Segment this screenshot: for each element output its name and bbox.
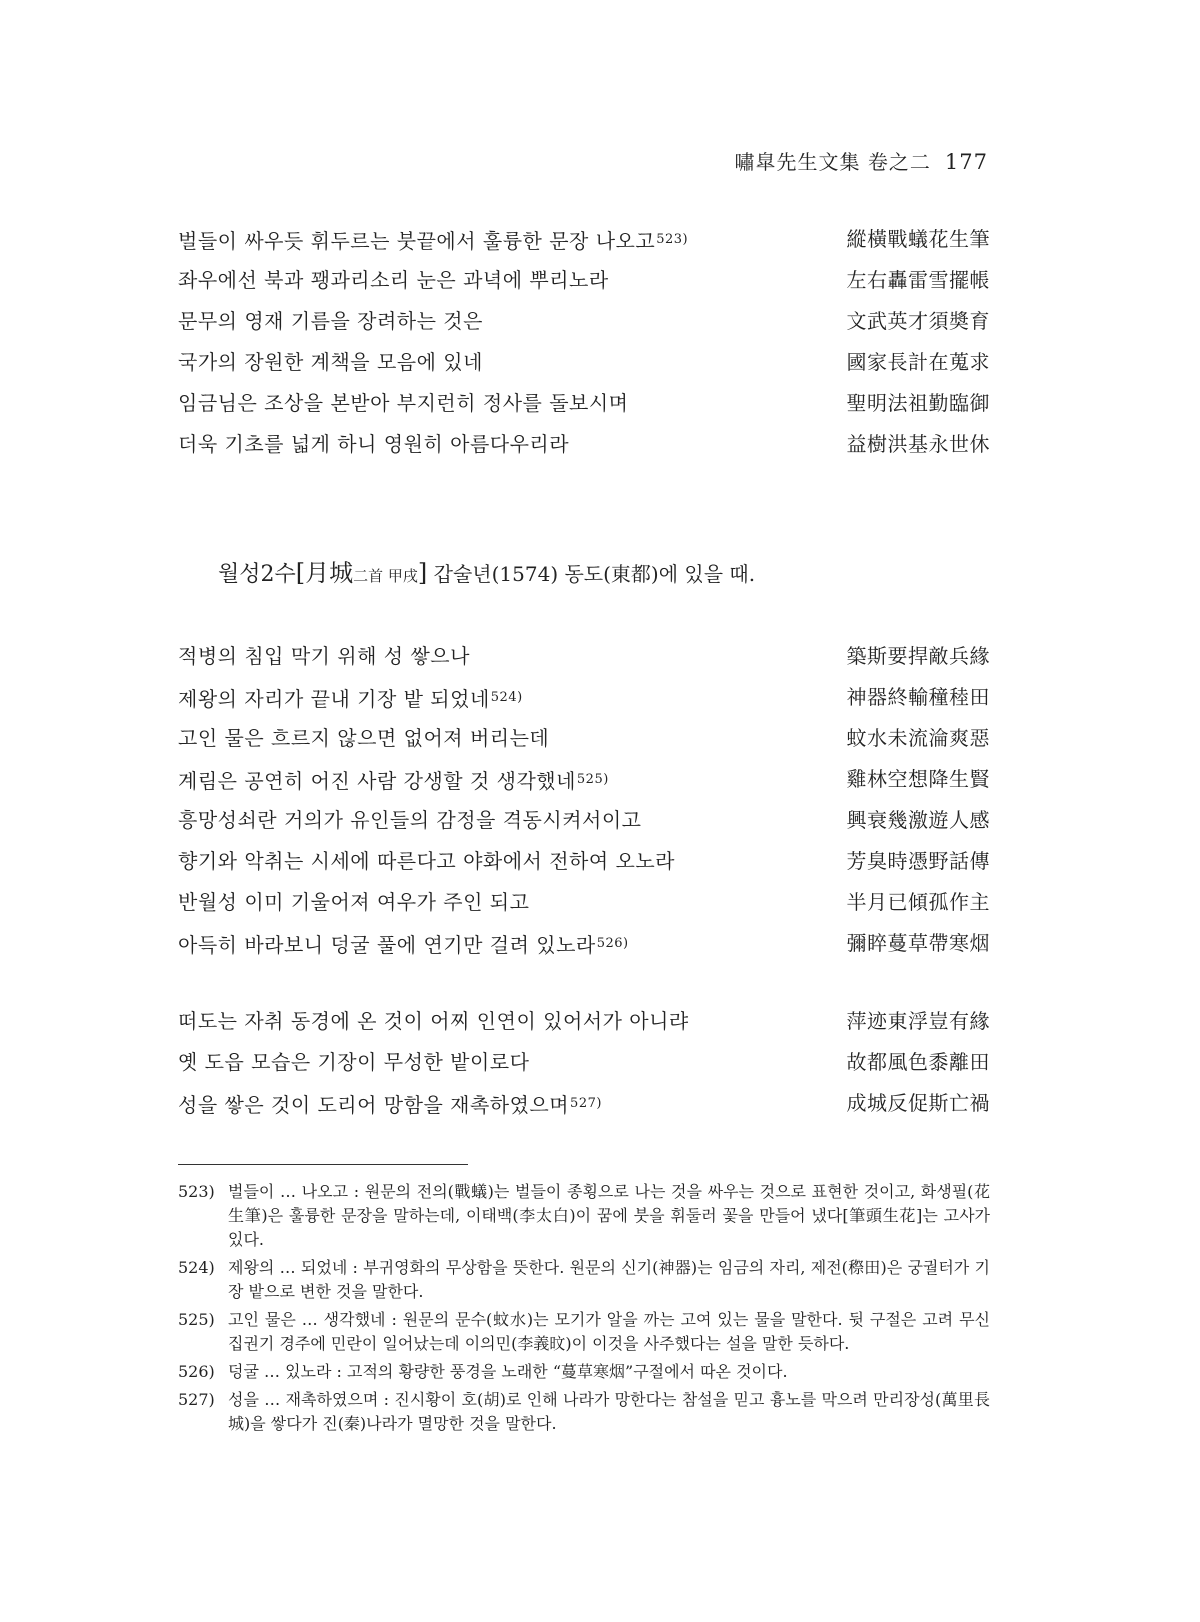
korean-text: 적병의 침입 막기 위해 성 쌓으나 bbox=[178, 644, 470, 668]
poem-line-korean bbox=[178, 923, 629, 966]
section-title bbox=[218, 553, 755, 588]
poem-line-korean bbox=[178, 841, 675, 882]
poem-line bbox=[178, 759, 990, 800]
page-number: 177 bbox=[944, 150, 988, 174]
korean-text: 더욱 기초를 넓게 하니 영원히 아름다우리라 bbox=[178, 432, 570, 456]
poem-line bbox=[178, 383, 990, 424]
poem-line bbox=[178, 301, 990, 342]
korean-text: 고인 물은 흐르지 않으면 없어져 버리는데 bbox=[178, 726, 550, 750]
poem-line-korean bbox=[178, 1042, 529, 1083]
poem-line-korean bbox=[178, 383, 629, 424]
title-bracket-close: ] bbox=[417, 559, 428, 587]
footnote-number: 526) bbox=[178, 1362, 215, 1381]
poem-line-korean bbox=[178, 219, 688, 262]
footnote-ref: 524) bbox=[490, 690, 523, 705]
poem-third bbox=[178, 1001, 990, 1124]
poem-second bbox=[178, 636, 990, 964]
title-chinese: 月城 bbox=[305, 559, 354, 587]
poem-line bbox=[178, 923, 990, 964]
poem-line-korean bbox=[178, 260, 609, 301]
poem-line bbox=[178, 1042, 990, 1083]
footnote-text: 덩굴 … 있노라 : 고적의 황량한 풍경을 노래한 “蔓草寒烟”구절에서 따온 것이다. bbox=[228, 1362, 788, 1381]
poem-line-chinese: 築斯要捍敵兵緣 bbox=[846, 644, 990, 668]
poem-line-korean bbox=[178, 424, 569, 465]
poem-line bbox=[178, 718, 990, 759]
footnote bbox=[178, 1180, 990, 1252]
poem-line-korean bbox=[178, 1001, 689, 1042]
korean-text: 아득히 바라보니 덩굴 풀에 연기만 걸려 있노라 bbox=[178, 933, 596, 957]
poem-line bbox=[178, 800, 990, 841]
footnotes bbox=[178, 1180, 990, 1440]
footnote-ref: 525) bbox=[576, 772, 609, 787]
korean-text: 국가의 장원한 계책을 모음에 있네 bbox=[178, 350, 483, 374]
korean-text: 향기와 악취는 시세에 따른다고 야화에서 전하여 오노라 bbox=[178, 849, 676, 873]
poem-line bbox=[178, 841, 990, 882]
footnote bbox=[178, 1256, 990, 1304]
poem-line-chinese: 半月已傾孤作主 bbox=[846, 890, 990, 914]
title-chinese-sub: 二首 甲戌 bbox=[353, 567, 418, 585]
footnote-number: 525) bbox=[178, 1310, 215, 1329]
korean-text: 좌우에선 북과 꽹과리소리 눈은 과녁에 뿌리노라 bbox=[178, 268, 609, 292]
title-bracket-open: [ bbox=[295, 559, 306, 587]
footnote-ref: 523) bbox=[656, 232, 689, 247]
poem-line-chinese: 縱橫戰蟻花生筆 bbox=[846, 227, 990, 251]
poem-line-korean bbox=[178, 342, 483, 383]
korean-text: 계림은 공연히 어진 사람 강생할 것 생각했네 bbox=[178, 769, 576, 793]
korean-text: 흥망성쇠란 거의가 유인들의 감정을 격동시켜서이고 bbox=[178, 808, 642, 832]
poem-line-chinese: 興衰幾激遊人感 bbox=[846, 808, 990, 832]
poem-line bbox=[178, 1083, 990, 1124]
title-description: 갑술년(1574) 동도(東都)에 있을 때. bbox=[433, 562, 756, 586]
poem-line-korean bbox=[178, 636, 470, 677]
korean-text: 벌들이 싸우듯 휘두르는 붓끝에서 훌륭한 문장 나오고 bbox=[178, 229, 656, 253]
poem-line-chinese: 雞林空想降生賢 bbox=[846, 767, 990, 791]
running-header bbox=[735, 146, 988, 175]
footnote-text: 벌들이 … 나오고 : 원문의 전의(戰蟻)는 벌들이 종횡으로 나는 것을 싸우는 것으로 표현한 것이고, 화생필(花生筆)은 훌륭한 문장을 말하는데, 이태백(李太白)이 꿈에 붓을 휘둘러 꽃을 만들어 냈다[筆頭生花]는 고사가 있다. bbox=[228, 1182, 990, 1249]
poem-line-korean bbox=[178, 718, 549, 759]
korean-text: 성을 쌓은 것이 도리어 망함을 재촉하였으며 bbox=[178, 1093, 570, 1117]
poem-line-korean bbox=[178, 882, 529, 923]
footnote-text: 성을 … 재촉하였으며 : 진시황이 호(胡)로 인해 나라가 망한다는 참설을 믿고 흉노를 막으려 만리장성(萬里長城)을 쌓다가 진(秦)나라가 멸망한 것을 말한다. bbox=[228, 1390, 990, 1433]
korean-text: 제왕의 자리가 끝내 기장 밭 되었네 bbox=[178, 687, 490, 711]
poem-line-chinese: 聖明法祖勤臨御 bbox=[846, 391, 990, 415]
poem-line-chinese: 左右轟雷雪擺帳 bbox=[846, 268, 990, 292]
poem-line-chinese: 萍迹東浮豈有緣 bbox=[846, 1009, 990, 1033]
poem-line bbox=[178, 219, 990, 260]
poem-line-korean bbox=[178, 759, 609, 802]
footnote bbox=[178, 1308, 990, 1356]
korean-text: 반월성 이미 기울어져 여우가 주인 되고 bbox=[178, 890, 530, 914]
poem-line-chinese: 益樹洪基永世休 bbox=[846, 432, 990, 456]
korean-text: 임금님은 조상을 본받아 부지런히 정사를 돌보시며 bbox=[178, 391, 629, 415]
poem-line bbox=[178, 1001, 990, 1042]
footnote-ref: 526) bbox=[596, 936, 629, 951]
title-korean: 월성2수 bbox=[218, 562, 296, 587]
footnote-number: 523) bbox=[178, 1182, 215, 1201]
footnote-divider bbox=[178, 1164, 468, 1165]
poem-first bbox=[178, 219, 990, 465]
footnote-text: 제왕의 … 되었네 : 부귀영화의 무상함을 뜻한다. 원문의 신기(神器)는 임금의 자리, 제전(穄田)은 궁궐터가 기장 밭으로 변한 것을 말한다. bbox=[228, 1258, 990, 1301]
poem-line-chinese: 彌睟蔓草帶寒烟 bbox=[846, 931, 990, 955]
poem-line-chinese: 成城反促斯亡禍 bbox=[846, 1091, 990, 1115]
poem-line bbox=[178, 636, 990, 677]
poem-line-korean bbox=[178, 301, 483, 342]
footnote-number: 527) bbox=[178, 1390, 215, 1409]
book-title: 嘯皐先生文集 卷之二 bbox=[734, 150, 931, 174]
poem-line-chinese: 芳臭時憑野話傳 bbox=[846, 849, 990, 873]
footnote bbox=[178, 1360, 990, 1384]
footnote-number: 524) bbox=[178, 1258, 215, 1277]
footnote-text: 고인 물은 … 생각했네 : 원문의 문수(蚊水)는 모기가 알을 까는 고여 있는 물을 말한다. 뒷 구절은 고려 무신 집권기 경주에 민란이 일어났는데 이의민(李義旼)이 이것을 사주했다는 설을 말한 듯하다. bbox=[228, 1310, 990, 1353]
poem-line-korean bbox=[178, 1083, 602, 1126]
poem-line-chinese: 文武英才須奬育 bbox=[846, 309, 990, 333]
poem-line bbox=[178, 342, 990, 383]
poem-line-chinese: 故都風色黍離田 bbox=[846, 1050, 990, 1074]
korean-text: 옛 도읍 모습은 기장이 무성한 밭이로다 bbox=[178, 1050, 530, 1074]
poem-line bbox=[178, 260, 990, 301]
poem-line-chinese: 神器終輸穜稑田 bbox=[846, 685, 990, 709]
poem-line bbox=[178, 882, 990, 923]
poem-line-chinese: 國家長計在蒐求 bbox=[846, 350, 990, 374]
poem-line-korean bbox=[178, 800, 641, 841]
poem-line-korean bbox=[178, 677, 523, 720]
footnote bbox=[178, 1388, 990, 1436]
poem-line bbox=[178, 677, 990, 718]
korean-text: 문무의 영재 기름을 장려하는 것은 bbox=[178, 309, 483, 333]
poem-line bbox=[178, 424, 990, 465]
footnote-ref: 527) bbox=[570, 1096, 602, 1111]
korean-text: 떠도는 자취 동경에 온 것이 어찌 인연이 있어서가 아니랴 bbox=[178, 1009, 689, 1033]
poem-line-chinese: 蚊水未流淪爽惡 bbox=[846, 726, 990, 750]
